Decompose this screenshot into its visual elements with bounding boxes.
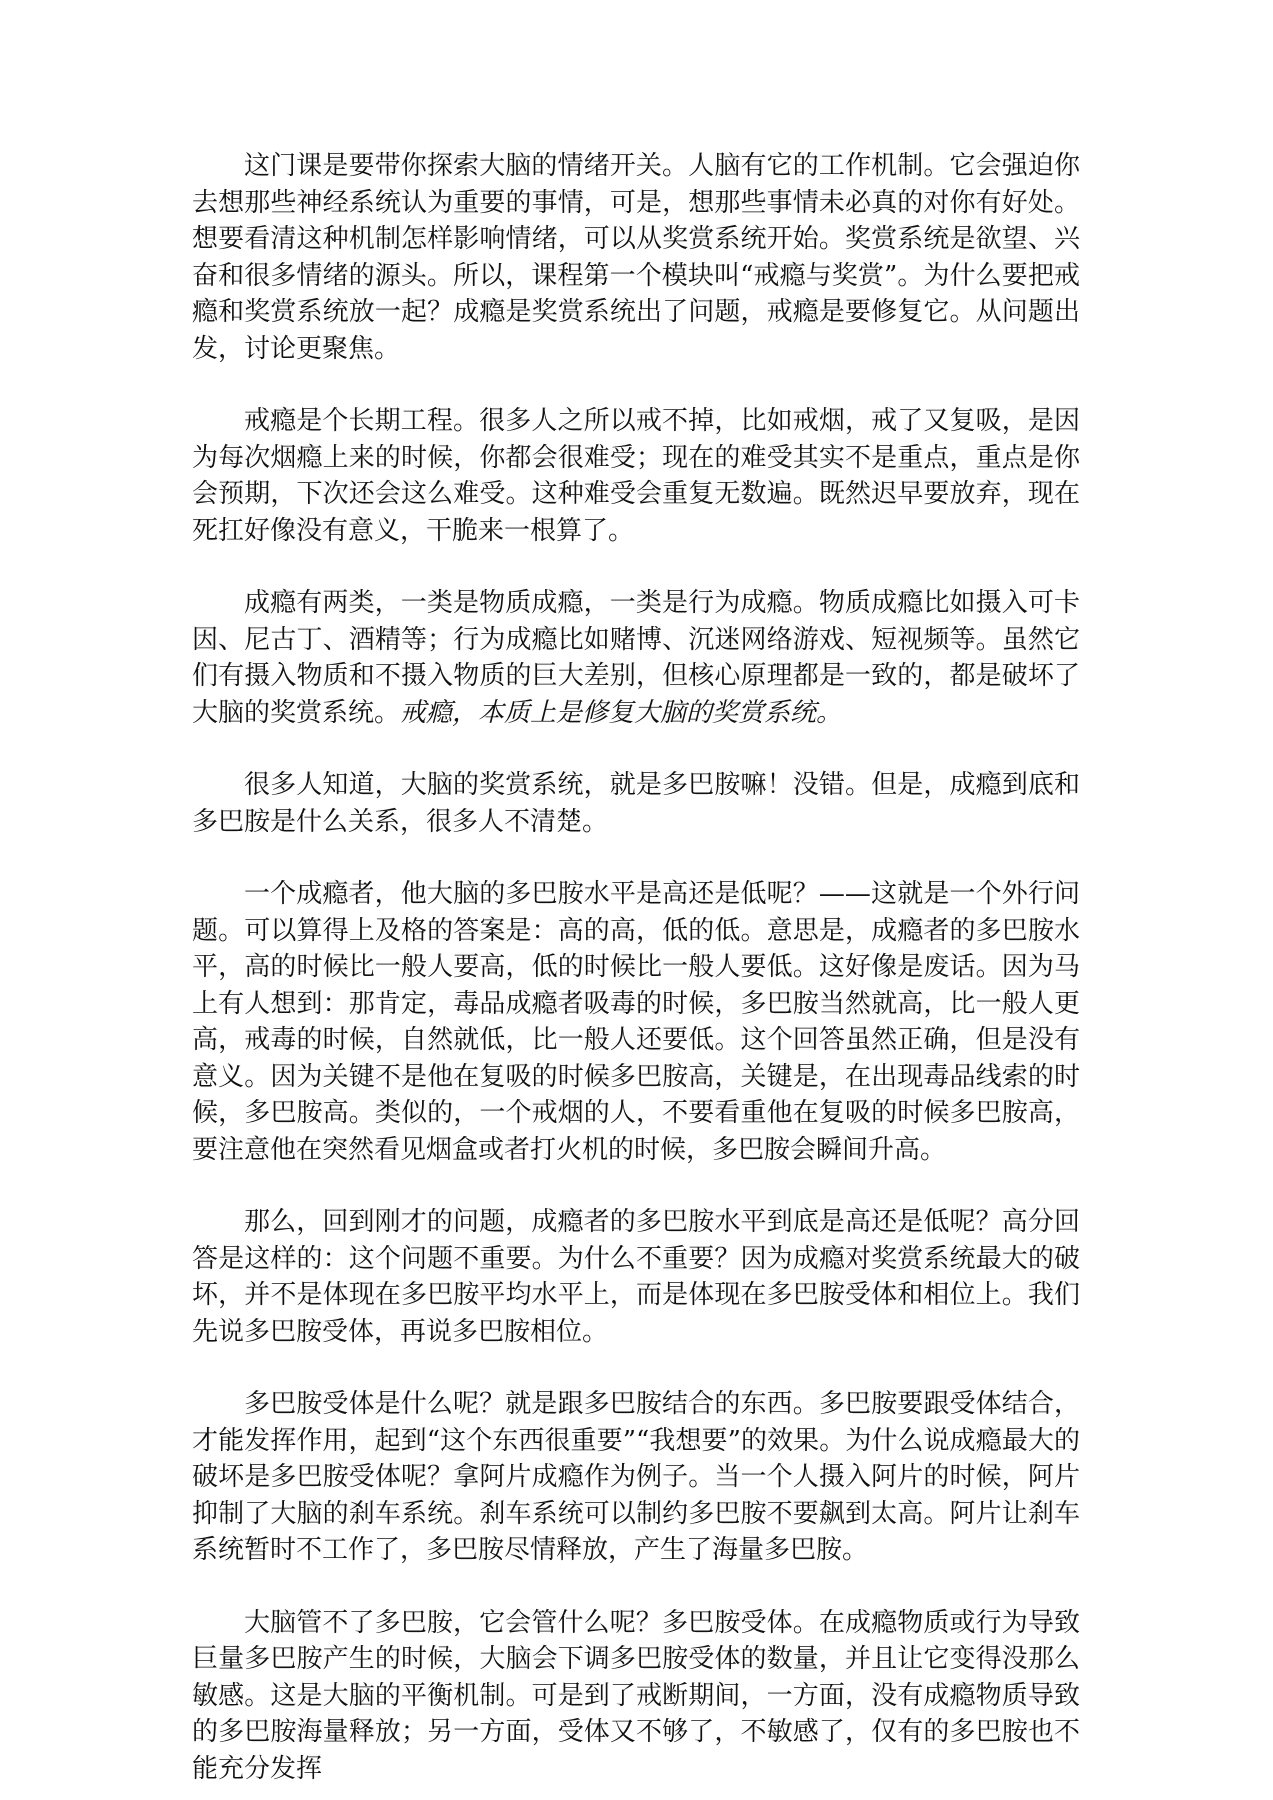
paragraph-5-text: 一个成瘾者，他大脑的多巴胺水平是高还是低呢？——这就是一个外行问题。可以算得上及格的答案是：高的高，低的低。意思是，成瘾者的多巴胺水平，高的时候比一般人要高，低的时候比一般人要低。这好像是废话。因为马上有人想到：那肯定，毒品成瘾者吸毒的时候，多巴胺当然就高，比一般人更高，戒毒的时候，自然就低，比一般人还要低。这个回答虽然正确，但是没有意义。因为关键不是他在复吸的时候多巴胺高，关键是，在出现毒品线索的时候，多巴胺高。类似的，一个戒烟的人，不要看重他在复吸的时候多巴胺高，要注意他在突然看见烟盒或者打火机的时候，多巴胺会瞬间升高。 <box>192 879 1080 1165</box>
paragraph-7-text: 多巴胺受体是什么呢？就是跟多巴胺结合的东西。多巴胺要跟受体结合，才能发挥作用，起到“这个东西很重要”“我想要”的效果。为什么说成瘾最大的破坏是多巴胺受体呢？拿阿片成瘾作为例子。当一个人摄入阿片的时候，阿片抑制了大脑的刹车系统。刹车系统可以制约多巴胺不要飙到太高。阿片让刹车系统暂时不工作了，多巴胺尽情释放，产生了海量多巴胺。 <box>192 1389 1080 1565</box>
paragraph-1-text: 这门课是要带你探索大脑的情绪开关。人脑有它的工作机制。它会强迫你去想那些神经系统认为重要的事情，可是，想那些事情未必真的对你有好处。想要看清这种机制怎样影响情绪，可以从奖赏系统开始。奖赏系统是欲望、兴奋和很多情绪的源头。所以，课程第一个模块叫“戒瘾与奖赏”。为什么要把戒瘾和奖赏系统放一起？成瘾是奖赏系统出了问题，戒瘾是要修复它。从问题出发，讨论更聚焦。 <box>192 151 1080 364</box>
paragraph-3 <box>192 585 1080 731</box>
paragraph-4 <box>192 767 1080 840</box>
paragraph-4-text: 很多人知道，大脑的奖赏系统，就是多巴胺嘛！没错。但是，成瘾到底和多巴胺是什么关系，很多人不清楚。 <box>192 770 1080 837</box>
paragraph-2 <box>192 403 1080 549</box>
paragraph-7 <box>192 1386 1080 1569</box>
paragraph-1 <box>192 148 1080 367</box>
paragraph-2-text: 戒瘾是个长期工程。很多人之所以戒不掉，比如戒烟，戒了又复吸，是因为每次烟瘾上来的时候，你都会很难受；现在的难受其实不是重点，重点是你会预期，下次还会这么难受。这种难受会重复无数遍。既然迟早要放弃，现在死扛好像没有意义，干脆来一根算了。 <box>192 406 1080 546</box>
paragraph-8-text: 大脑管不了多巴胺，它会管什么呢？多巴胺受体。在成瘾物质或行为导致巨量多巴胺产生的时候，大脑会下调多巴胺受体的数量，并且让它变得没那么敏感。这是大脑的平衡机制。可是到了戒断期间，一方面，没有成瘾物质导致的多巴胺海量释放；另一方面，受体又不够了，不敏感了，仅有的多巴胺也不能充分发挥 <box>192 1607 1080 1784</box>
paragraph-3-text: 成瘾有两类，一类是物质成瘾，一类是行为成瘾。物质成瘾比如摄入可卡因、尼古丁、酒精等；行为成瘾比如赌博、沉迷网络游戏、短视频等。虽然它们有摄入物质和不摄入物质的巨大差别，但核心原理都是一致的，都是破坏了大脑的奖赏系统。 <box>192 588 1080 728</box>
paragraph-5 <box>192 876 1080 1168</box>
paragraph-8 <box>192 1605 1080 1788</box>
document-page <box>192 148 1080 1787</box>
paragraph-6 <box>192 1204 1080 1350</box>
paragraph-6-text: 那么，回到刚才的问题，成瘾者的多巴胺水平到底是高还是低呢？高分回答是这样的：这个问题不重要。为什么不重要？因为成瘾对奖赏系统最大的破坏，并不是体现在多巴胺平均水平上，而是体现在多巴胺受体和相位上。我们先说多巴胺受体，再说多巴胺相位。 <box>192 1207 1080 1347</box>
paragraph-3-emphasis: 戒瘾，本质上是修复大脑的奖赏系统。 <box>400 697 843 728</box>
